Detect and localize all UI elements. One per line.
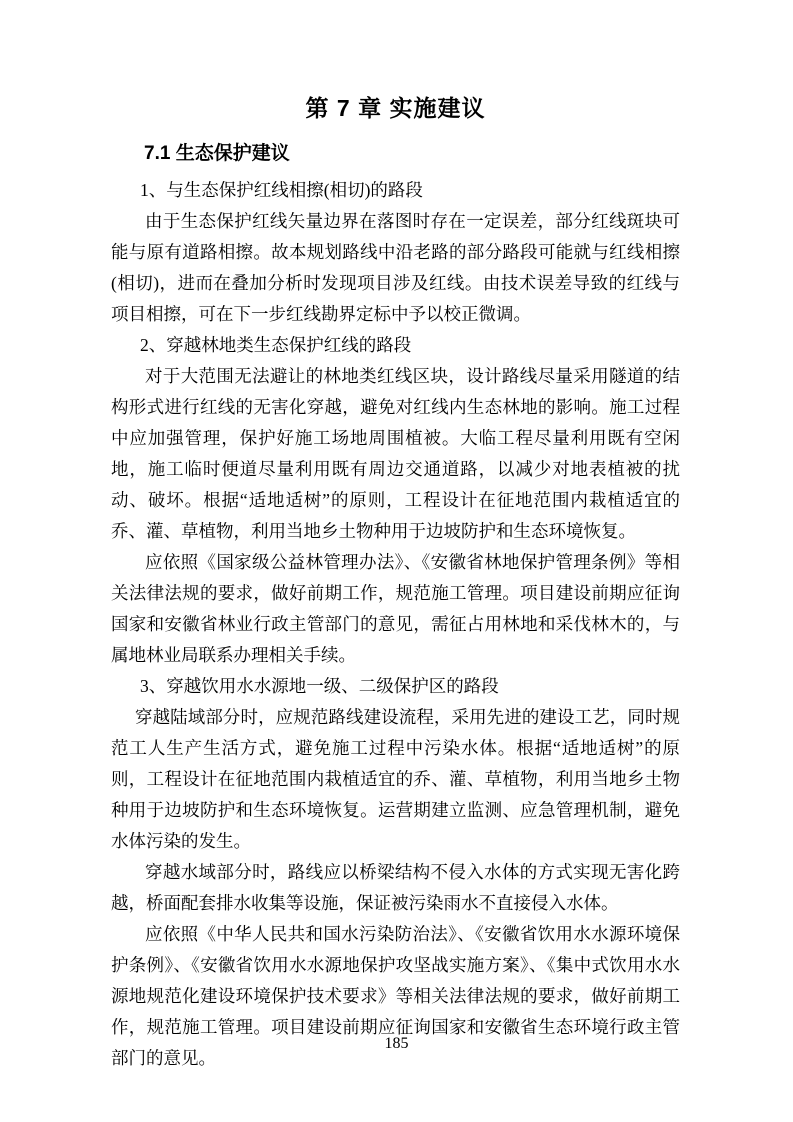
- paragraph: 对于大范围无法避让的林地类红线区块，设计路线尽量采用隧道的结构形式进行红线的无害化穿越，避免对红线内生态林地的影响。施工过程中应加强管理，保护好施工场地周围植被。大临工程尽量利用既有空闲地，施工临时便道尽量利用既有周边交通道路，以减少对地表植被的扰动、破坏。根据“适地适树”的原则，工程设计在征地范围内栽植适宜的乔、灌、草植物，利用当地乡土物种用于边坡防护和生态环境恢复。: [111, 366, 680, 541]
- paragraph: 应依照《中华人民共和国水污染防治法》、《安徽省饮用水水源环境保护条例》、《安徽省饮用水水源地保护攻坚战实施方案》、《集中式饮用水水源地规范化建设环境保护技术要求》等相关法律法规的要求，做好前期工作，规范施工管理。项目建设前期应征询国家和安徽省生态环境行政主管部门的意见。: [111, 924, 680, 1068]
- page-content: [111, 0, 680, 1074]
- numbered-subheading-3: 3、穿越饮用水水源地一级、二级保护区的路段: [140, 676, 499, 696]
- section-heading: 7.1 生态保护建议: [144, 143, 290, 164]
- paragraph: 由于生态保护红线矢量边界在落图时存在一定误差，部分红线斑块可能与原有道路相擦。故本规划路线中沿老路的部分路段可能就与红线相擦(相切)，进而在叠加分析时发现项目涉及红线。由技术误差导致的红线与项目相擦，可在下一步红线勘界定标中予以校正微调。: [111, 211, 680, 324]
- numbered-subheading-1: 1、与生态保护红线相擦(相切)的路段: [140, 180, 423, 200]
- chapter-title: 第 7 章 实施建议: [305, 95, 486, 121]
- paragraph: 穿越陆域部分时，应规范路线建设流程，采用先进的建设工艺，同时规范工人生产生活方式，避免施工过程中污染水体。根据“适地适树”的原则，工程设计在征地范围内栽植适宜的乔、灌、草植物，利用当地乡土物种用于边坡防护和生态环境恢复。运营期建立监测、应急管理机制，避免水体污染的发生。: [111, 707, 680, 851]
- paragraph: 穿越水域部分时，路线应以桥梁结构不侵入水体的方式实现无害化跨越，桥面配套排水收集等设施，保证被污染雨水不直接侵入水体。: [111, 862, 680, 913]
- numbered-subheading-2: 2、穿越林地类生态保护红线的路段: [140, 335, 412, 355]
- section-body: [111, 175, 680, 1074]
- page-number: 185: [384, 1035, 409, 1052]
- paragraph: 应依照《国家级公益林管理办法》、《安徽省林地保护管理条例》等相关法律法规的要求，做好前期工作，规范施工管理。项目建设前期应征询国家和安徽省林业行政主管部门的意见，需征占用林地和采伐林木的，与属地林业局联系办理相关手续。: [111, 552, 680, 665]
